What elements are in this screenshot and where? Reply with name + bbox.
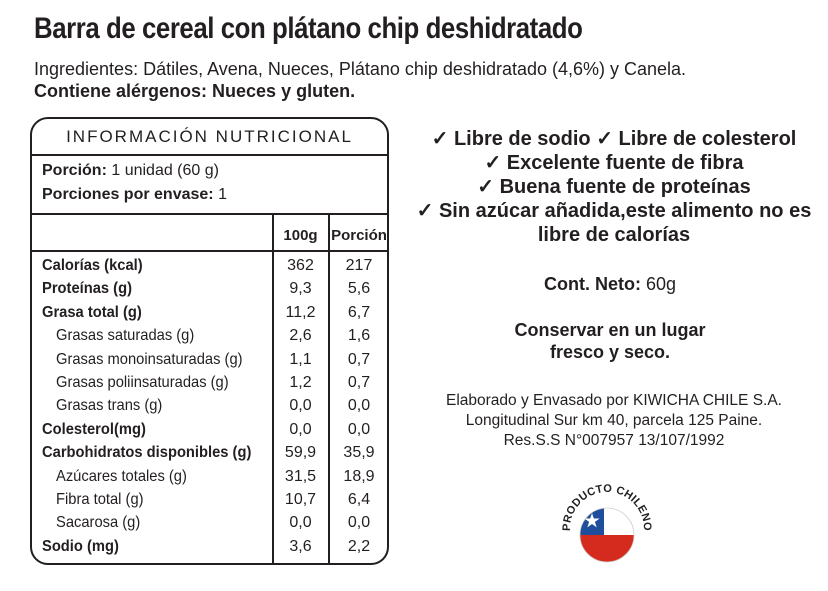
nutrient-label: Grasas trans (g) [56, 397, 163, 415]
nutrient-per-100g: 10,7 [284, 491, 317, 508]
net-content-label: Cont. Neto: [543, 274, 641, 294]
servings-label: Porciones por envase: [42, 186, 214, 203]
nutrient-row [32, 465, 387, 488]
claim-line: ✓ Sin azúcar añadida,este alimento no es [416, 200, 812, 222]
nutrient-label: Azúcares totales (g) [56, 467, 187, 485]
nutrient-label: Grasas poliinsaturadas (g) [56, 374, 229, 391]
nutrient-label: Proteínas (g) [42, 280, 132, 298]
nutrient-label: Grasas monoinsaturadas (g) [56, 350, 243, 368]
nutrition-panel-title: INFORMACIÓN NUTRICIONAL [66, 127, 353, 146]
divider [32, 250, 387, 252]
nutrient-label: Colesterol(mg) [42, 420, 146, 438]
nutrient-label: Sodio (mg) [42, 537, 119, 555]
claim-line: ✓ Excelente fuente de fibra [484, 152, 744, 174]
nutrient-per-portion: 35,9 [343, 444, 375, 462]
serving-value: 1 unidad (60 g) [111, 162, 219, 179]
nutrient-per-portion: 0,7 [347, 374, 371, 391]
product-title: Barra de cereal con plátano chip deshidratado [34, 12, 583, 45]
nutrient-per-portion: 6,7 [347, 303, 371, 321]
net-content-value: 60g [645, 274, 677, 294]
nutrient-row [32, 301, 387, 324]
nutrient-row [32, 324, 387, 347]
nutrient-per-100g: 11,2 [285, 303, 316, 321]
health-claims [410, 127, 818, 247]
nutrient-row [32, 254, 387, 277]
claim-line: ✓ Buena fuente de proteínas [477, 176, 751, 198]
servings-value: 1 [218, 186, 227, 203]
nutrient-label: Grasa total (g) [42, 303, 142, 321]
nutrient-row [32, 394, 387, 417]
nutrient-per-portion: 217 [345, 257, 373, 274]
nutrient-label: Calorías (kcal) [42, 257, 143, 274]
nutrient-per-100g: 3,6 [289, 537, 312, 555]
nutrient-row [32, 511, 387, 534]
nutrient-row [32, 348, 387, 371]
manufacturer-line: Res.S.S N°007957 13/107/1992 [503, 432, 725, 449]
divider [32, 213, 387, 215]
ingredients-text: Ingredientes: Dátiles, Avena, Nueces, Plátano chip deshidratado (4,6%) y Canela. [34, 59, 687, 79]
net-content [440, 274, 780, 295]
nutrient-row [32, 418, 387, 441]
manufacturer-line: Longitudinal Sur km 40, parcela 125 Paine. [465, 412, 763, 429]
ingredients-block [34, 58, 754, 102]
nutrient-per-portion: 5,6 [347, 280, 371, 298]
nutrient-per-100g: 31,5 [284, 467, 317, 485]
nutrient-per-100g: 2,6 [289, 327, 312, 345]
serving-size [42, 162, 219, 180]
manufacturer-info [414, 391, 814, 451]
nutrient-row [32, 277, 387, 300]
nutrient-per-portion: 0,0 [347, 397, 371, 415]
nutrient-per-100g: 59,9 [284, 444, 317, 462]
nutrition-facts-panel [30, 117, 389, 565]
nutrient-label: Carbohidratos disponibles (g) [42, 444, 252, 462]
nutrient-per-portion: 0,7 [347, 350, 371, 368]
seal-text: PRODUCTO CHILENO [560, 482, 654, 532]
storage-line: fresco y seco. [549, 342, 671, 362]
nutrient-per-portion: 0,0 [347, 514, 371, 532]
nutrient-row [32, 441, 387, 464]
divider [32, 154, 387, 156]
nutrient-per-portion: 2,2 [347, 537, 371, 555]
allergens-text: Contiene alérgenos: Nueces y gluten. [34, 81, 356, 101]
manufacturer-line: Elaborado y Envasado por KIWICHA CHILE S.A. [446, 392, 782, 409]
nutrient-per-portion: 18,9 [343, 467, 375, 485]
nutrient-row [32, 535, 387, 558]
nutrient-per-100g: 362 [287, 257, 314, 274]
claim-line: libre de calorías [537, 224, 691, 246]
column-header-100g: 100g [283, 227, 318, 244]
nutrient-per-portion: 6,4 [347, 491, 371, 508]
nutrient-per-100g: 9,3 [289, 280, 312, 298]
nutrient-per-100g: 0,0 [289, 514, 312, 532]
nutrient-label: Sacarosa (g) [56, 514, 141, 532]
servings-per-container [42, 186, 227, 204]
nutrient-per-portion: 1,6 [347, 327, 371, 345]
producto-chileno-seal [552, 467, 662, 577]
nutrient-per-100g: 1,1 [289, 350, 312, 368]
nutrient-label: Fibra total (g) [56, 491, 144, 508]
storage-line: Conservar en un lugar [514, 320, 706, 340]
nutrient-row [32, 371, 387, 394]
nutrient-row [32, 488, 387, 511]
nutrient-per-portion: 0,0 [347, 420, 371, 438]
column-header-portion: Porción [331, 227, 387, 244]
nutrient-per-100g: 0,0 [289, 397, 312, 415]
serving-label: Porción: [42, 162, 107, 179]
nutrient-label: Grasas saturadas (g) [56, 327, 195, 345]
storage-instructions [460, 319, 760, 363]
nutrient-per-100g: 0,0 [289, 420, 312, 438]
claim-line: ✓ Libre de sodio ✓ Libre de colesterol [431, 128, 797, 150]
nutrient-per-100g: 1,2 [289, 374, 312, 391]
